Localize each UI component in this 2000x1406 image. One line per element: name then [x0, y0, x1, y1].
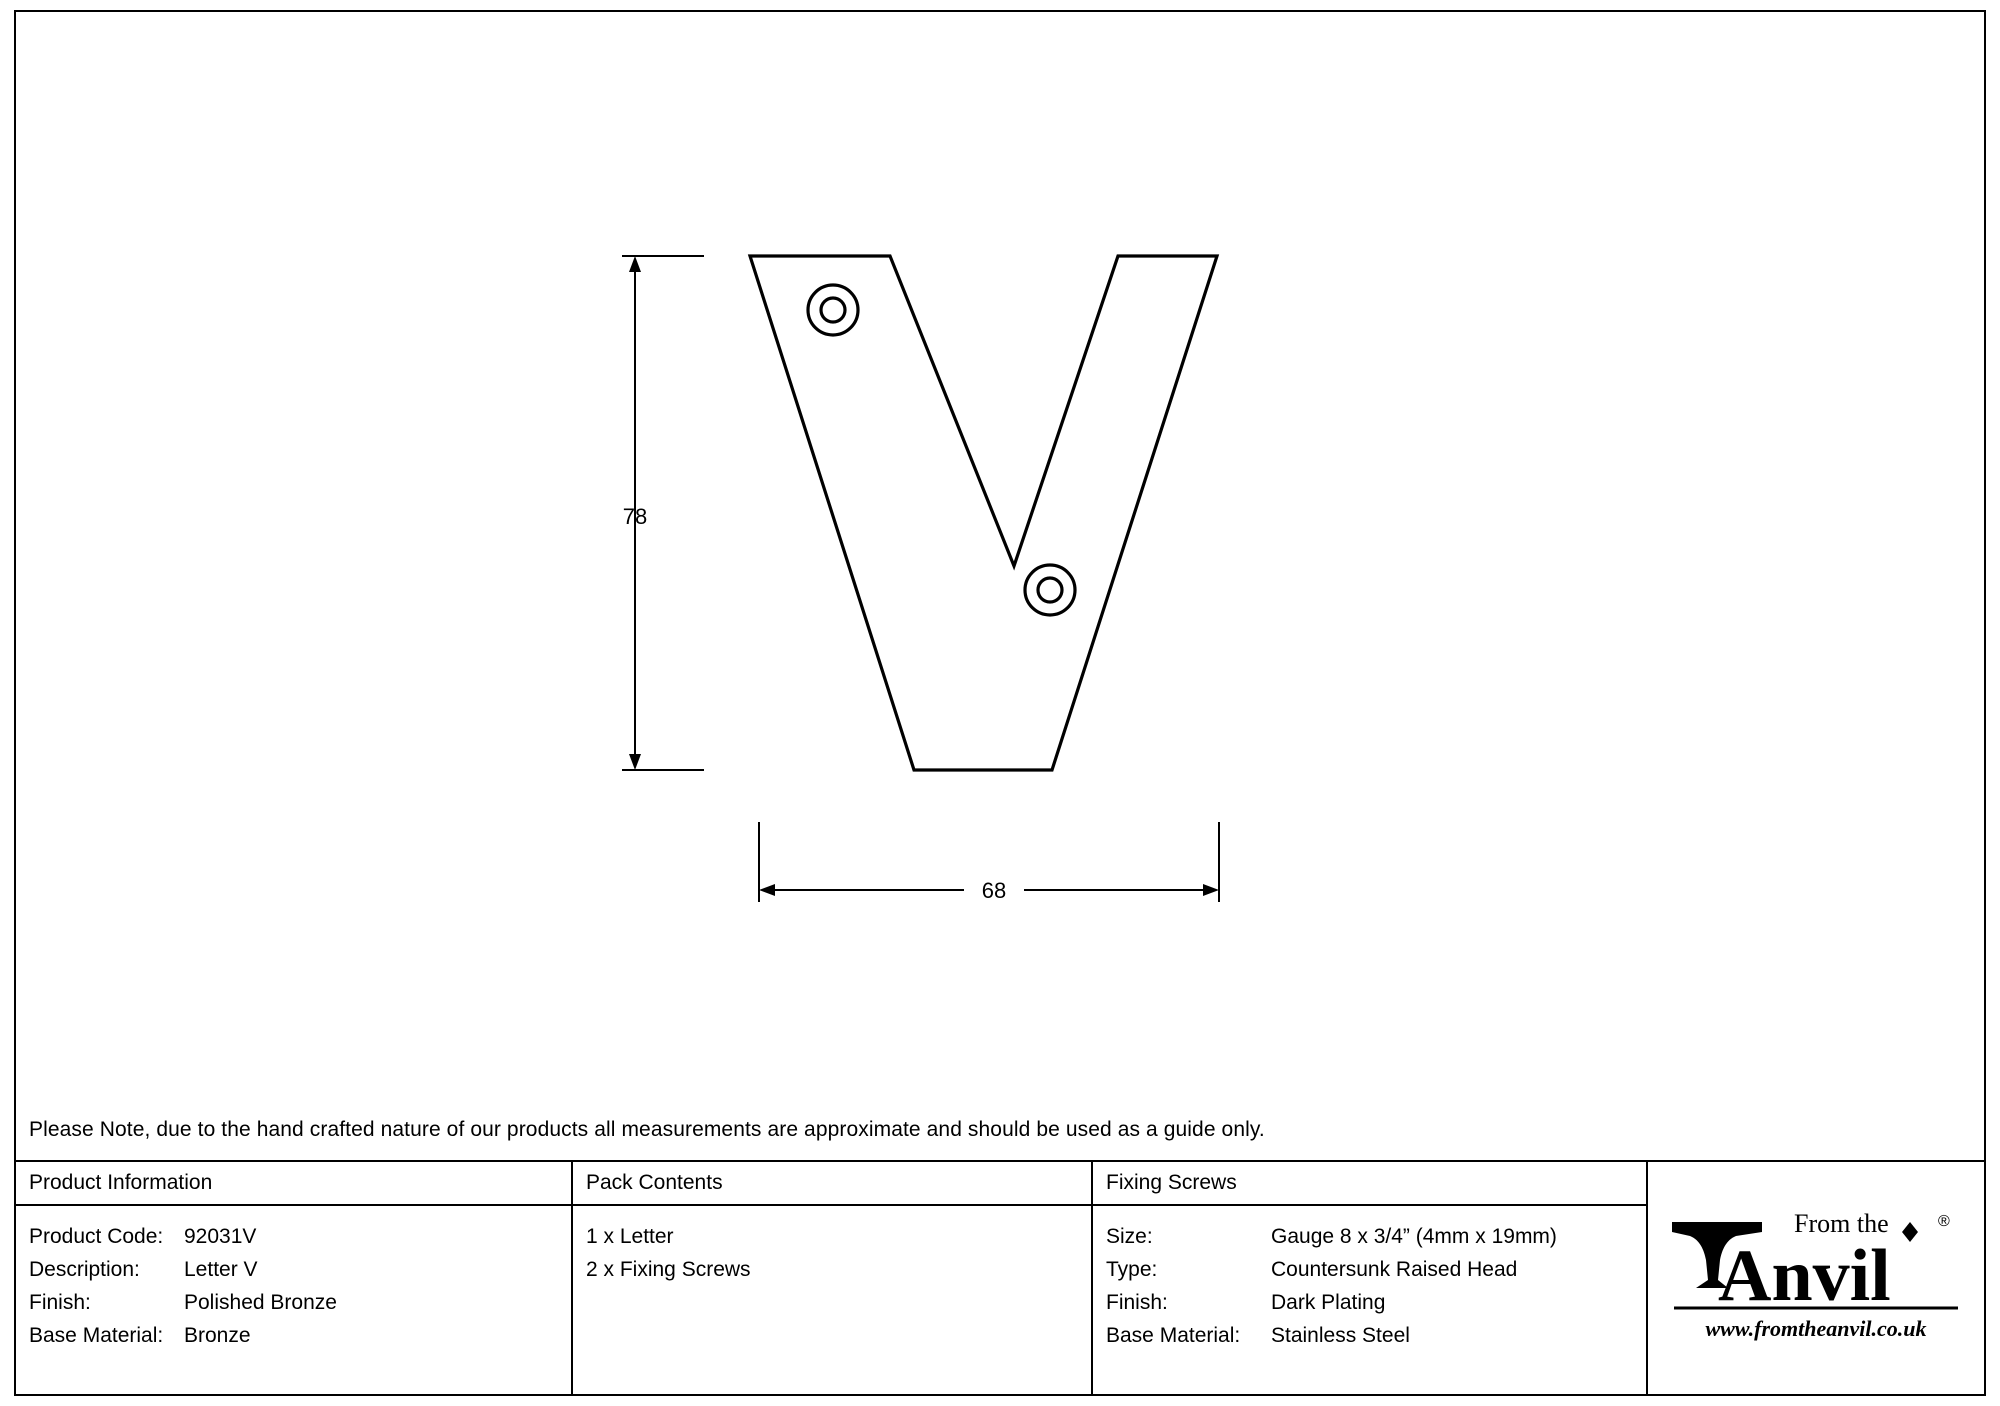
- width-dimension-label: 68: [981, 878, 1007, 903]
- screw-base-material-label: Base Material:: [1106, 1324, 1241, 1347]
- table-row: [29, 1253, 571, 1286]
- list-item: 1 x Letter: [586, 1225, 674, 1248]
- product-information-heading: Product Information: [16, 1162, 571, 1206]
- fixing-screws-body: [1093, 1206, 1646, 1352]
- table-row: [1106, 1253, 1646, 1286]
- height-dimension-label: 78: [622, 504, 648, 529]
- description-label: Description:: [29, 1258, 140, 1281]
- screw-size-value: Gauge 8 x 3/4” (4mm x 19mm): [1271, 1225, 1557, 1248]
- screw-finish-label: Finish:: [1106, 1291, 1168, 1314]
- specification-table: [16, 1162, 1984, 1394]
- screw-base-material-value: Stainless Steel: [1271, 1324, 1410, 1347]
- product-code-label: Product Code:: [29, 1225, 164, 1248]
- table-row: [29, 1220, 571, 1253]
- pack-contents-heading: Pack Contents: [573, 1162, 1091, 1206]
- product-code-value: 92031V: [184, 1225, 257, 1248]
- brand-logo-column: [1648, 1162, 1984, 1394]
- logo-wordmark: Anvil: [1718, 1234, 1891, 1317]
- pack-contents-column: [573, 1162, 1093, 1394]
- screw-type-label: Type:: [1106, 1258, 1158, 1281]
- base-material-value: Bronze: [184, 1324, 251, 1347]
- logo-from-the-text: From the: [1794, 1208, 1889, 1238]
- table-row: [1106, 1220, 1646, 1253]
- fixing-hole-upper: [808, 285, 858, 335]
- table-row: [29, 1319, 571, 1352]
- disclaimer-note-text: Please Note, due to the hand crafted nature of our products all measurements are approximate and should be used as a guide only.: [29, 1118, 1265, 1141]
- logo-website: www.fromtheanvil.co.uk: [1705, 1315, 1927, 1341]
- product-information-column: [16, 1162, 573, 1394]
- table-row: [1106, 1286, 1646, 1319]
- finish-value: Polished Bronze: [184, 1291, 337, 1314]
- description-value: Letter V: [184, 1258, 258, 1281]
- product-information-body: [16, 1206, 571, 1352]
- fixing-screws-column: [1093, 1162, 1648, 1394]
- from-the-anvil-logo: [1648, 1162, 1984, 1394]
- table-row: [29, 1286, 571, 1319]
- screw-size-label: Size:: [1106, 1225, 1153, 1248]
- technical-drawing-area: [14, 10, 1986, 1100]
- screw-type-value: Countersunk Raised Head: [1271, 1258, 1518, 1281]
- table-row: [1106, 1319, 1646, 1352]
- list-item: 2 x Fixing Screws: [586, 1258, 751, 1281]
- diamond-icon: [1902, 1222, 1918, 1242]
- finish-label: Finish:: [29, 1291, 91, 1314]
- fixing-hole-lower: [1025, 565, 1075, 615]
- disclaimer-note: [16, 1100, 1984, 1162]
- pack-contents-body: [573, 1206, 1091, 1286]
- logo-registered-mark: ®: [1938, 1212, 1950, 1230]
- screw-finish-value: Dark Plating: [1271, 1291, 1386, 1314]
- fixing-screws-heading: Fixing Screws: [1093, 1162, 1646, 1206]
- base-material-label: Base Material:: [29, 1324, 164, 1347]
